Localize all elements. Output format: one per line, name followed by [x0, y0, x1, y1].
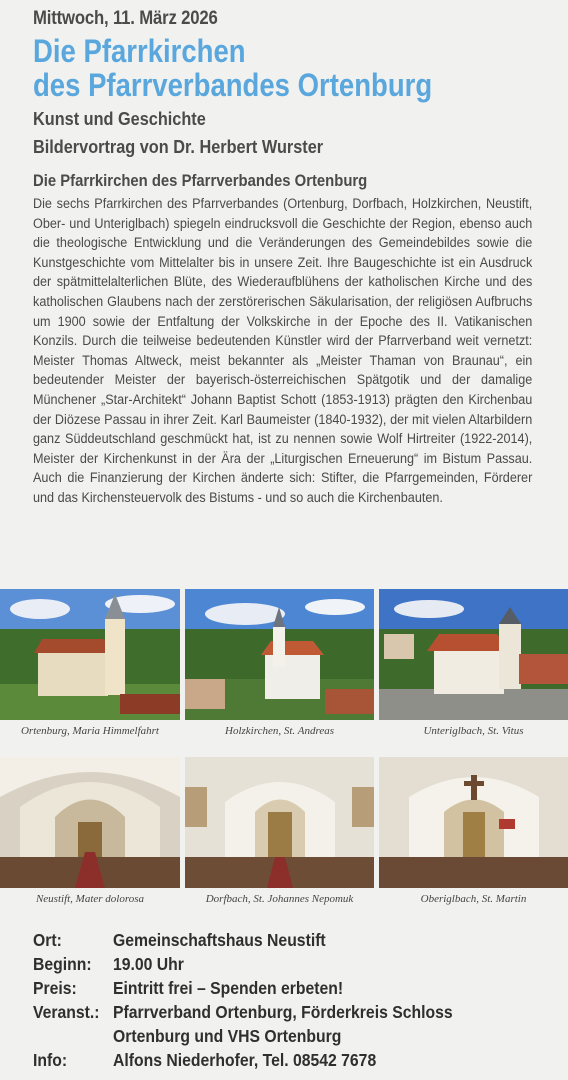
info-label: Veranst.: [33, 1002, 100, 1022]
header [0, 0, 568, 509]
page-title-line-1: Die Pfarrkirchen [33, 33, 246, 69]
photo-caption: Dorfbach, St. Johannes Nepomuk [205, 893, 354, 905]
church-photo-holzkirchen [185, 589, 374, 720]
info-value: Gemeinschaftshaus Neustift [113, 930, 326, 950]
church-photo-dorfbach [185, 757, 374, 888]
photo-caption: Oberiglbach, St. Martin [420, 893, 527, 905]
event-info [33, 928, 553, 1072]
info-label: Ort: [33, 930, 62, 950]
info-row-ort [33, 928, 553, 952]
info-row-beginn [33, 952, 553, 976]
photo-caption: Holzkirchen, St. Andreas [225, 725, 334, 737]
page-title-line-2: des Pfarrverbandes Ortenburg [33, 67, 433, 103]
photo-caption: Unteriglbach, St. Vitus [423, 725, 524, 737]
church-photo-unteriglbach [379, 589, 568, 720]
article-body: Die sechs Pfarrkirchen des Pfarrverbandes (Ortenburg, Dorfbach, Holzkirchen, Neustift, Ober- und Unteriglbach) spiegeln eindrucksvoll die Geschichte der Region, ebenso auch die theologische Entwicklung und die Veränderungen des Gemeindebildes sowie die Kunstgeschichte vom Mittelalter bis in unsere Zeit. Ihre Baugeschichte ist ein Ausdruck der spätmittelalterlichen Blüte, des Wiederaufblühens der katholischen Kirche und des katholischen Glaubens nach der zerstörerischen Säkularisation, der religiösen Aufbruchs um 1900 sowie der Entfaltung der Volkskirche in der Epoche des II. Vatikanischen Konzils. Durch die teilweise bedeutenden Künstler wird der Pfarrverband weit vernetzt: Meister Thomas Altweck, meist bekannter als „Meister Thaman von Braunau“, ein bedeutender Meister der bayerisch-österreichischen Spätgotik und der damalige Münchener „Star-Architekt“ Johann Baptist Schott (1853-1913) prägten den Kirchenbau der Diözese Passau in ihrer Zeit. Karl Baumeister (1840-1932), der mit vielen Altarbildern ganz Süddeutschland geschmückt hat, ist zu nennen sowie Wolf Hirtreiter (1922-2014), Meister der Kirchenkunst in der Ära der „Liturgischen Erneuerung“ im Bistum Passau. Auch die Finanzierung der Kirchen änderte sich: Stifter, die Pfarrgemeinden, Förderer und das Kirchensteuervolk des Bistums - und so auch die Kirchenbauten. [33, 196, 533, 506]
article-heading: Die Pfarrkirchen des Pfarrverbandes Ortenburg [33, 172, 368, 190]
info-value: Eintritt frei – Spenden erbeten! [113, 978, 344, 998]
photo-caption: Ortenburg, Maria Himmelfahrt [20, 725, 159, 737]
info-label-spacer [33, 1024, 105, 1048]
info-row-info [33, 1048, 553, 1072]
info-row-preis [33, 976, 553, 1000]
info-label: Info: [33, 1050, 68, 1070]
subtitle-line-2: Bildervortrag von Dr. Herbert Wurster [33, 136, 324, 157]
info-value: Ortenburg und VHS Ortenburg [113, 1026, 342, 1046]
info-label: Preis: [33, 978, 77, 998]
info-row-veranst-cont [33, 1024, 553, 1048]
photo-caption: Neustift, Mater dolorosa [35, 893, 145, 905]
event-date: Mittwoch, 11. März 2026 [33, 8, 218, 29]
info-value: 19.00 Uhr [113, 954, 184, 974]
subtitle-line-1: Kunst und Geschichte [33, 108, 206, 129]
church-photo-oberiglbach [379, 757, 568, 888]
info-label: Beginn: [33, 954, 92, 974]
info-value: Alfons Niederhofer, Tel. 08542 7678 [113, 1050, 377, 1070]
info-row-veranst [33, 1000, 553, 1024]
church-photo-ortenburg [0, 589, 180, 720]
church-photo-neustift [0, 757, 180, 888]
info-value: Pfarrverband Ortenburg, Förderkreis Schloss [113, 1002, 453, 1022]
